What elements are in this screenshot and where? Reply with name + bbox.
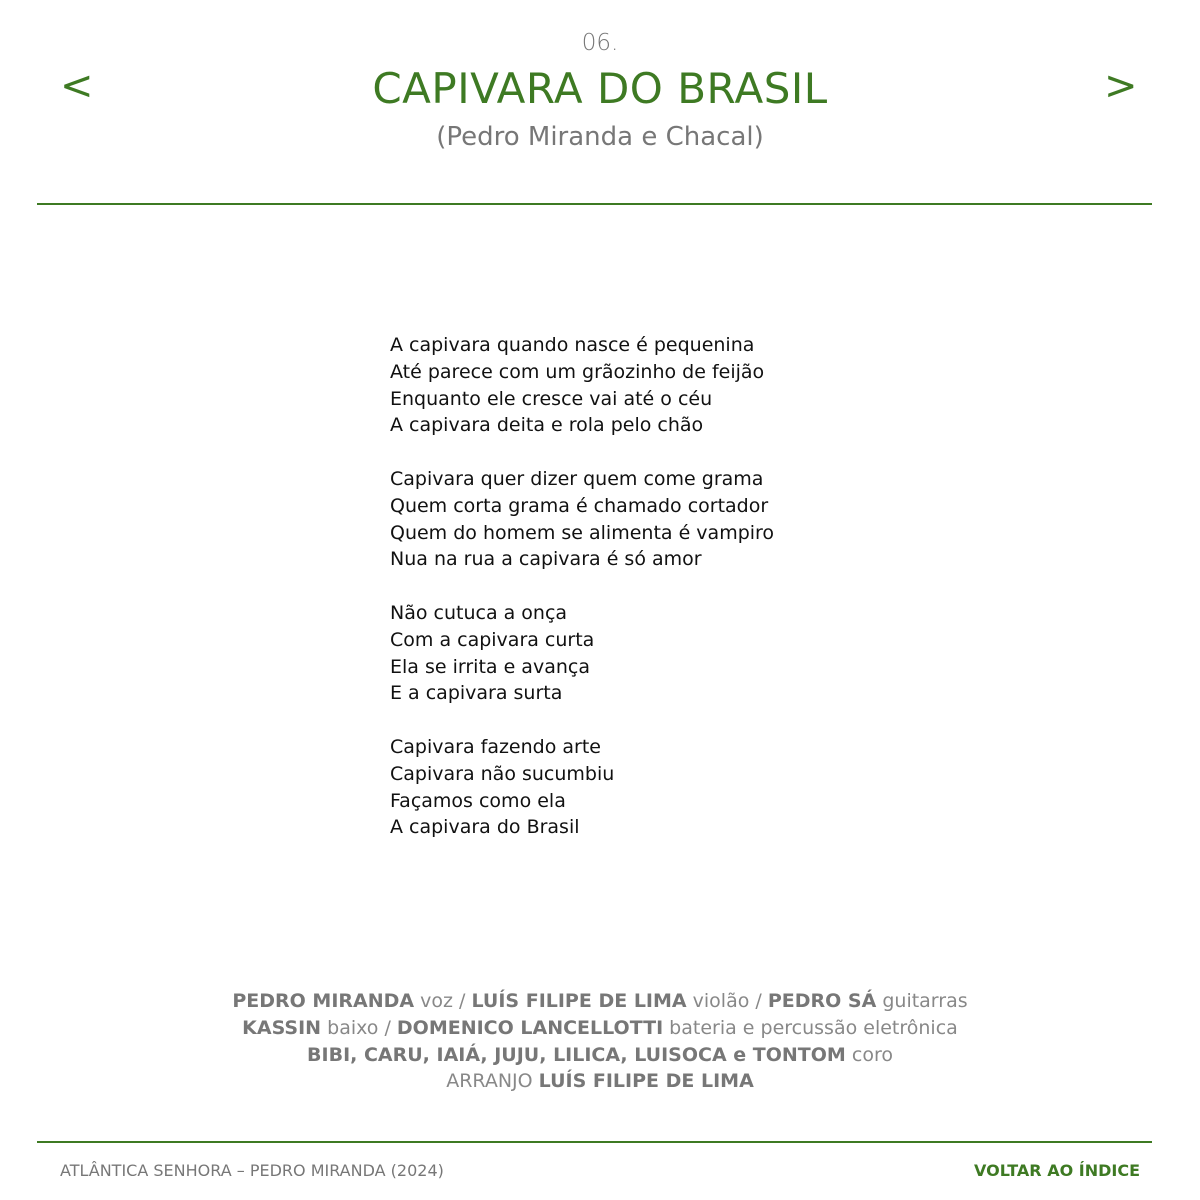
credit-name: LUÍS FILIPE DE LIMA	[538, 1070, 754, 1093]
credit-name: LUÍS FILIPE DE LIMA	[471, 990, 687, 1012]
lyric-line: Ela se irrita e avança	[390, 655, 590, 678]
credit-name: PEDRO SÁ	[767, 990, 877, 1012]
lyrics-stanza	[390, 600, 910, 707]
lyric-line: Até parece com um grãozinho de feijão	[390, 360, 765, 383]
lyric-line: Enquanto ele cresce vai até o céu	[390, 387, 713, 410]
credit-name: KASSIN	[242, 1016, 322, 1039]
lyric-line: Capivara fazendo arte	[390, 735, 601, 758]
lyrics	[390, 332, 910, 841]
credit-role: coro	[845, 1043, 893, 1066]
credit-line	[0, 1068, 1200, 1095]
lyric-line: Não cutuca a onça	[390, 601, 568, 624]
credit-role: ARRANJO	[446, 1070, 539, 1093]
credit-name: DOMENICO LANCELLOTTI	[396, 1016, 664, 1039]
lyric-line: A capivara quando nasce é pequenina	[390, 334, 755, 356]
lyric-line: Quem corta grama é chamado cortador	[390, 494, 769, 517]
top-divider	[37, 203, 1152, 205]
credit-line	[0, 1015, 1200, 1042]
lyric-line: Nua na rua a capivara é só amor	[390, 548, 702, 571]
credit-role: voz /	[414, 990, 472, 1012]
lyrics-stanza	[390, 466, 910, 573]
lyric-line: Capivara quer dizer quem come grama	[390, 467, 764, 490]
track-number: 06.	[581, 30, 619, 56]
lyric-line: Façamos como ela	[390, 789, 566, 812]
lyric-line: A capivara deita e rola pelo chão	[390, 414, 704, 437]
credit-name: BIBI, CARU, IAIÁ, JUJU, LILICA, LUISOCA e TONTOM	[307, 1043, 846, 1066]
credit-role: guitarras	[876, 990, 968, 1012]
lyric-line: Capivara não sucumbiu	[390, 762, 615, 785]
next-song-arrow[interactable]: >	[1104, 63, 1138, 109]
bottom-divider	[37, 1141, 1152, 1143]
credit-line	[0, 1042, 1200, 1069]
lyrics-stanza	[390, 734, 910, 841]
credit-line	[0, 988, 1200, 1015]
lyric-line: E a capivara surta	[390, 682, 563, 705]
album-footer: ATLÂNTICA SENHORA – PEDRO MIRANDA (2024)	[60, 1161, 444, 1180]
lyrics-stanza	[390, 332, 910, 439]
previous-song-arrow[interactable]: <	[60, 63, 94, 109]
credit-name: PEDRO MIRANDA	[232, 990, 415, 1012]
song-title: CAPIVARA DO BRASIL	[372, 64, 828, 113]
song-authors: (Pedro Miranda e Chacal)	[436, 122, 764, 152]
lyric-line: Quem do homem se alimenta é vampiro	[390, 521, 775, 544]
credit-role: violão /	[686, 990, 768, 1012]
back-to-index-link[interactable]: VOLTAR AO ÍNDICE	[974, 1161, 1140, 1180]
credit-role: bateria e percussão eletrônica	[663, 1016, 958, 1039]
credit-role: baixo /	[321, 1016, 397, 1039]
credits	[0, 988, 1200, 1095]
lyric-line: A capivara do Brasil	[390, 816, 580, 839]
lyric-line: Com a capivara curta	[390, 628, 595, 651]
